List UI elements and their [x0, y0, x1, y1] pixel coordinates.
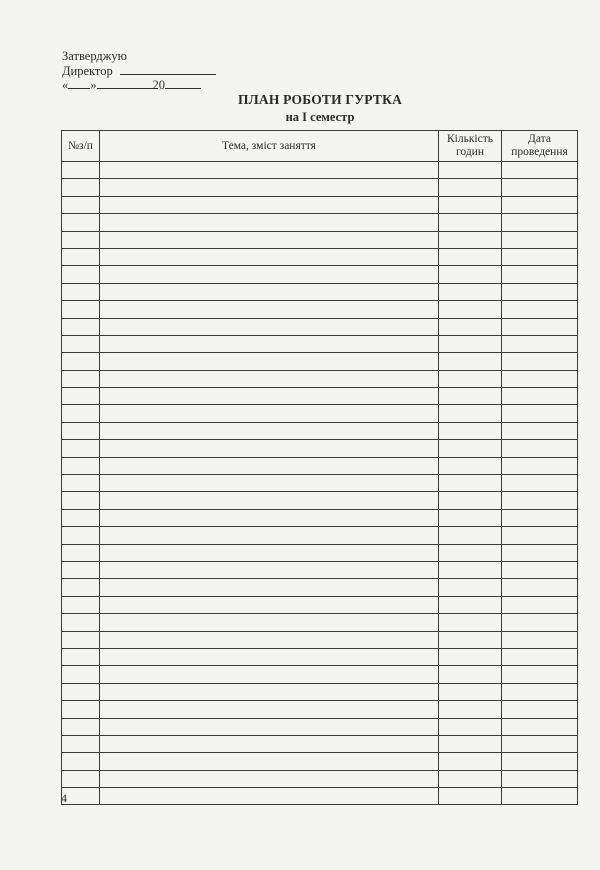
cell-number[interactable] [62, 301, 100, 318]
cell-number[interactable] [62, 370, 100, 387]
cell-topic[interactable] [100, 353, 439, 370]
cell-hours[interactable] [439, 509, 502, 526]
cell-topic[interactable] [100, 509, 439, 526]
cell-date[interactable] [502, 405, 578, 422]
cell-date[interactable] [502, 231, 578, 248]
table-row [62, 788, 578, 805]
page-number: 4 [61, 791, 67, 805]
cell-date[interactable] [502, 753, 578, 770]
date-open-quote: « [62, 78, 69, 92]
cell-number[interactable] [62, 457, 100, 474]
cell-date[interactable] [502, 162, 578, 179]
column-header-date: Дата проведення [502, 131, 578, 162]
cell-hours[interactable] [439, 753, 502, 770]
cell-number[interactable] [62, 440, 100, 457]
cell-number[interactable] [62, 335, 100, 352]
cell-date[interactable] [502, 318, 578, 335]
director-signature-blank[interactable] [120, 63, 216, 75]
cell-hours[interactable] [439, 214, 502, 231]
table-row [62, 301, 578, 318]
table-row [62, 266, 578, 283]
table-row [62, 718, 578, 735]
cell-number[interactable] [62, 631, 100, 648]
table-row [62, 196, 578, 213]
cell-date[interactable] [502, 544, 578, 561]
cell-number[interactable] [62, 544, 100, 561]
table-row [62, 318, 578, 335]
cell-number[interactable] [62, 196, 100, 213]
cell-date[interactable] [502, 283, 578, 300]
cell-topic[interactable] [100, 718, 439, 735]
cell-number[interactable] [62, 283, 100, 300]
table-row [62, 683, 578, 700]
table-row [62, 596, 578, 613]
table-row [62, 335, 578, 352]
cell-date[interactable] [502, 509, 578, 526]
table-row [62, 544, 578, 561]
cell-date[interactable] [502, 770, 578, 787]
cell-hours[interactable] [439, 544, 502, 561]
cell-hours[interactable] [439, 231, 502, 248]
date-year-blank[interactable] [165, 77, 201, 89]
cell-hours[interactable] [439, 561, 502, 578]
cell-date[interactable] [502, 648, 578, 665]
cell-date[interactable] [502, 440, 578, 457]
date-line [62, 77, 216, 91]
cell-topic[interactable] [100, 162, 439, 179]
cell-hours[interactable] [439, 648, 502, 665]
date-year-prefix: 20 [152, 78, 165, 92]
cell-topic[interactable] [100, 683, 439, 700]
cell-number[interactable] [62, 475, 100, 492]
table-row [62, 770, 578, 787]
plan-table [61, 130, 578, 805]
cell-date[interactable] [502, 388, 578, 405]
cell-topic[interactable] [100, 179, 439, 196]
cell-topic[interactable] [100, 475, 439, 492]
cell-date[interactable] [502, 735, 578, 752]
cell-topic[interactable] [100, 701, 439, 718]
cell-date[interactable] [502, 701, 578, 718]
column-header-topic: Тема, зміст заняття [100, 131, 439, 162]
table-row [62, 457, 578, 474]
cell-number[interactable] [62, 527, 100, 544]
director-line [62, 63, 216, 77]
table-row [62, 614, 578, 631]
cell-topic[interactable] [100, 492, 439, 509]
cell-topic[interactable] [100, 388, 439, 405]
cell-hours[interactable] [439, 266, 502, 283]
cell-topic[interactable] [100, 422, 439, 439]
cell-topic[interactable] [100, 231, 439, 248]
cell-hours[interactable] [439, 335, 502, 352]
cell-hours[interactable] [439, 631, 502, 648]
cell-date[interactable] [502, 527, 578, 544]
table-row [62, 701, 578, 718]
cell-hours[interactable] [439, 527, 502, 544]
table-row [62, 370, 578, 387]
cell-topic[interactable] [100, 579, 439, 596]
date-close-quote: » [90, 78, 97, 92]
table-row [62, 631, 578, 648]
cell-number[interactable] [62, 318, 100, 335]
cell-hours[interactable] [439, 457, 502, 474]
cell-hours[interactable] [439, 440, 502, 457]
cell-hours[interactable] [439, 683, 502, 700]
cell-number[interactable] [62, 231, 100, 248]
table-row [62, 753, 578, 770]
table-row [62, 579, 578, 596]
cell-hours[interactable] [439, 318, 502, 335]
table-row [62, 527, 578, 544]
cell-number[interactable] [62, 492, 100, 509]
cell-number[interactable] [62, 770, 100, 787]
cell-hours[interactable] [439, 788, 502, 805]
cell-date[interactable] [502, 666, 578, 683]
cell-topic[interactable] [100, 318, 439, 335]
cell-topic[interactable] [100, 370, 439, 387]
cell-date[interactable] [502, 457, 578, 474]
cell-date[interactable] [502, 492, 578, 509]
cell-date[interactable] [502, 353, 578, 370]
table-row [62, 405, 578, 422]
cell-number[interactable] [62, 648, 100, 665]
cell-number[interactable] [62, 266, 100, 283]
plan-table-body [62, 162, 578, 805]
table-row [62, 475, 578, 492]
approval-block [62, 49, 216, 91]
cell-hours[interactable] [439, 666, 502, 683]
cell-topic[interactable] [100, 753, 439, 770]
cell-number[interactable] [62, 353, 100, 370]
cell-topic[interactable] [100, 440, 439, 457]
cell-date[interactable] [502, 179, 578, 196]
cell-number[interactable] [62, 788, 100, 805]
table-row [62, 648, 578, 665]
cell-hours[interactable] [439, 162, 502, 179]
table-row [62, 162, 578, 179]
cell-number[interactable] [62, 248, 100, 265]
table-row [62, 179, 578, 196]
table-row [62, 388, 578, 405]
cell-topic[interactable] [100, 214, 439, 231]
cell-topic[interactable] [100, 301, 439, 318]
cell-number[interactable] [62, 162, 100, 179]
cell-topic[interactable] [100, 283, 439, 300]
cell-date[interactable] [502, 248, 578, 265]
cell-hours[interactable] [439, 596, 502, 613]
cell-date[interactable] [502, 596, 578, 613]
cell-hours[interactable] [439, 579, 502, 596]
cell-date[interactable] [502, 718, 578, 735]
cell-number[interactable] [62, 701, 100, 718]
cell-hours[interactable] [439, 283, 502, 300]
cell-topic[interactable] [100, 405, 439, 422]
cell-hours[interactable] [439, 353, 502, 370]
cell-hours[interactable] [439, 701, 502, 718]
cell-topic[interactable] [100, 248, 439, 265]
cell-topic[interactable] [100, 666, 439, 683]
cell-number[interactable] [62, 422, 100, 439]
cell-date[interactable] [502, 788, 578, 805]
cell-number[interactable] [62, 666, 100, 683]
cell-hours[interactable] [439, 405, 502, 422]
cell-topic[interactable] [100, 614, 439, 631]
cell-hours[interactable] [439, 370, 502, 387]
cell-topic[interactable] [100, 457, 439, 474]
cell-date[interactable] [502, 196, 578, 213]
cell-date[interactable] [502, 614, 578, 631]
cell-date[interactable] [502, 422, 578, 439]
cell-topic[interactable] [100, 544, 439, 561]
cell-hours[interactable] [439, 248, 502, 265]
table-row [62, 231, 578, 248]
table-row [62, 283, 578, 300]
cell-hours[interactable] [439, 735, 502, 752]
cell-number[interactable] [62, 405, 100, 422]
cell-date[interactable] [502, 335, 578, 352]
cell-topic[interactable] [100, 648, 439, 665]
page-title: ПЛАН РОБОТИ ГУРТКА [237, 92, 403, 107]
table-row [62, 735, 578, 752]
table-row [62, 666, 578, 683]
table-row [62, 214, 578, 231]
director-label: Директор [62, 64, 113, 78]
cell-topic[interactable] [100, 335, 439, 352]
cell-topic[interactable] [100, 735, 439, 752]
cell-topic[interactable] [100, 196, 439, 213]
cell-date[interactable] [502, 301, 578, 318]
cell-hours[interactable] [439, 475, 502, 492]
table-row [62, 422, 578, 439]
cell-number[interactable] [62, 753, 100, 770]
table-row [62, 248, 578, 265]
cell-number[interactable] [62, 596, 100, 613]
table-row [62, 353, 578, 370]
cell-topic[interactable] [100, 788, 439, 805]
cell-hours[interactable] [439, 614, 502, 631]
cell-date[interactable] [502, 579, 578, 596]
table-row [62, 492, 578, 509]
date-month-blank[interactable] [97, 77, 153, 89]
cell-number[interactable] [62, 388, 100, 405]
column-header-hours: Кількість годин [439, 131, 502, 162]
cell-hours[interactable] [439, 196, 502, 213]
cell-number[interactable] [62, 509, 100, 526]
page-subtitle: на I семестр [285, 110, 355, 124]
cell-number[interactable] [62, 614, 100, 631]
cell-hours[interactable] [439, 179, 502, 196]
cell-topic[interactable] [100, 527, 439, 544]
cell-topic[interactable] [100, 266, 439, 283]
cell-number[interactable] [62, 718, 100, 735]
cell-date[interactable] [502, 683, 578, 700]
cell-hours[interactable] [439, 718, 502, 735]
cell-date[interactable] [502, 561, 578, 578]
cell-hours[interactable] [439, 422, 502, 439]
approval-title: Затверджую [62, 49, 127, 63]
cell-date[interactable] [502, 266, 578, 283]
column-header-number: №з/п [62, 131, 100, 162]
cell-topic[interactable] [100, 770, 439, 787]
table-header-row [62, 131, 578, 162]
table-row [62, 509, 578, 526]
cell-hours[interactable] [439, 301, 502, 318]
cell-number[interactable] [62, 735, 100, 752]
cell-number[interactable] [62, 179, 100, 196]
cell-topic[interactable] [100, 596, 439, 613]
cell-number[interactable] [62, 214, 100, 231]
cell-date[interactable] [502, 631, 578, 648]
cell-number[interactable] [62, 561, 100, 578]
cell-date[interactable] [502, 475, 578, 492]
cell-hours[interactable] [439, 770, 502, 787]
cell-date[interactable] [502, 214, 578, 231]
cell-topic[interactable] [100, 631, 439, 648]
cell-number[interactable] [62, 579, 100, 596]
table-row [62, 561, 578, 578]
cell-date[interactable] [502, 370, 578, 387]
cell-hours[interactable] [439, 388, 502, 405]
date-day-blank[interactable] [68, 77, 90, 89]
cell-hours[interactable] [439, 492, 502, 509]
table-row [62, 440, 578, 457]
cell-topic[interactable] [100, 561, 439, 578]
cell-number[interactable] [62, 683, 100, 700]
